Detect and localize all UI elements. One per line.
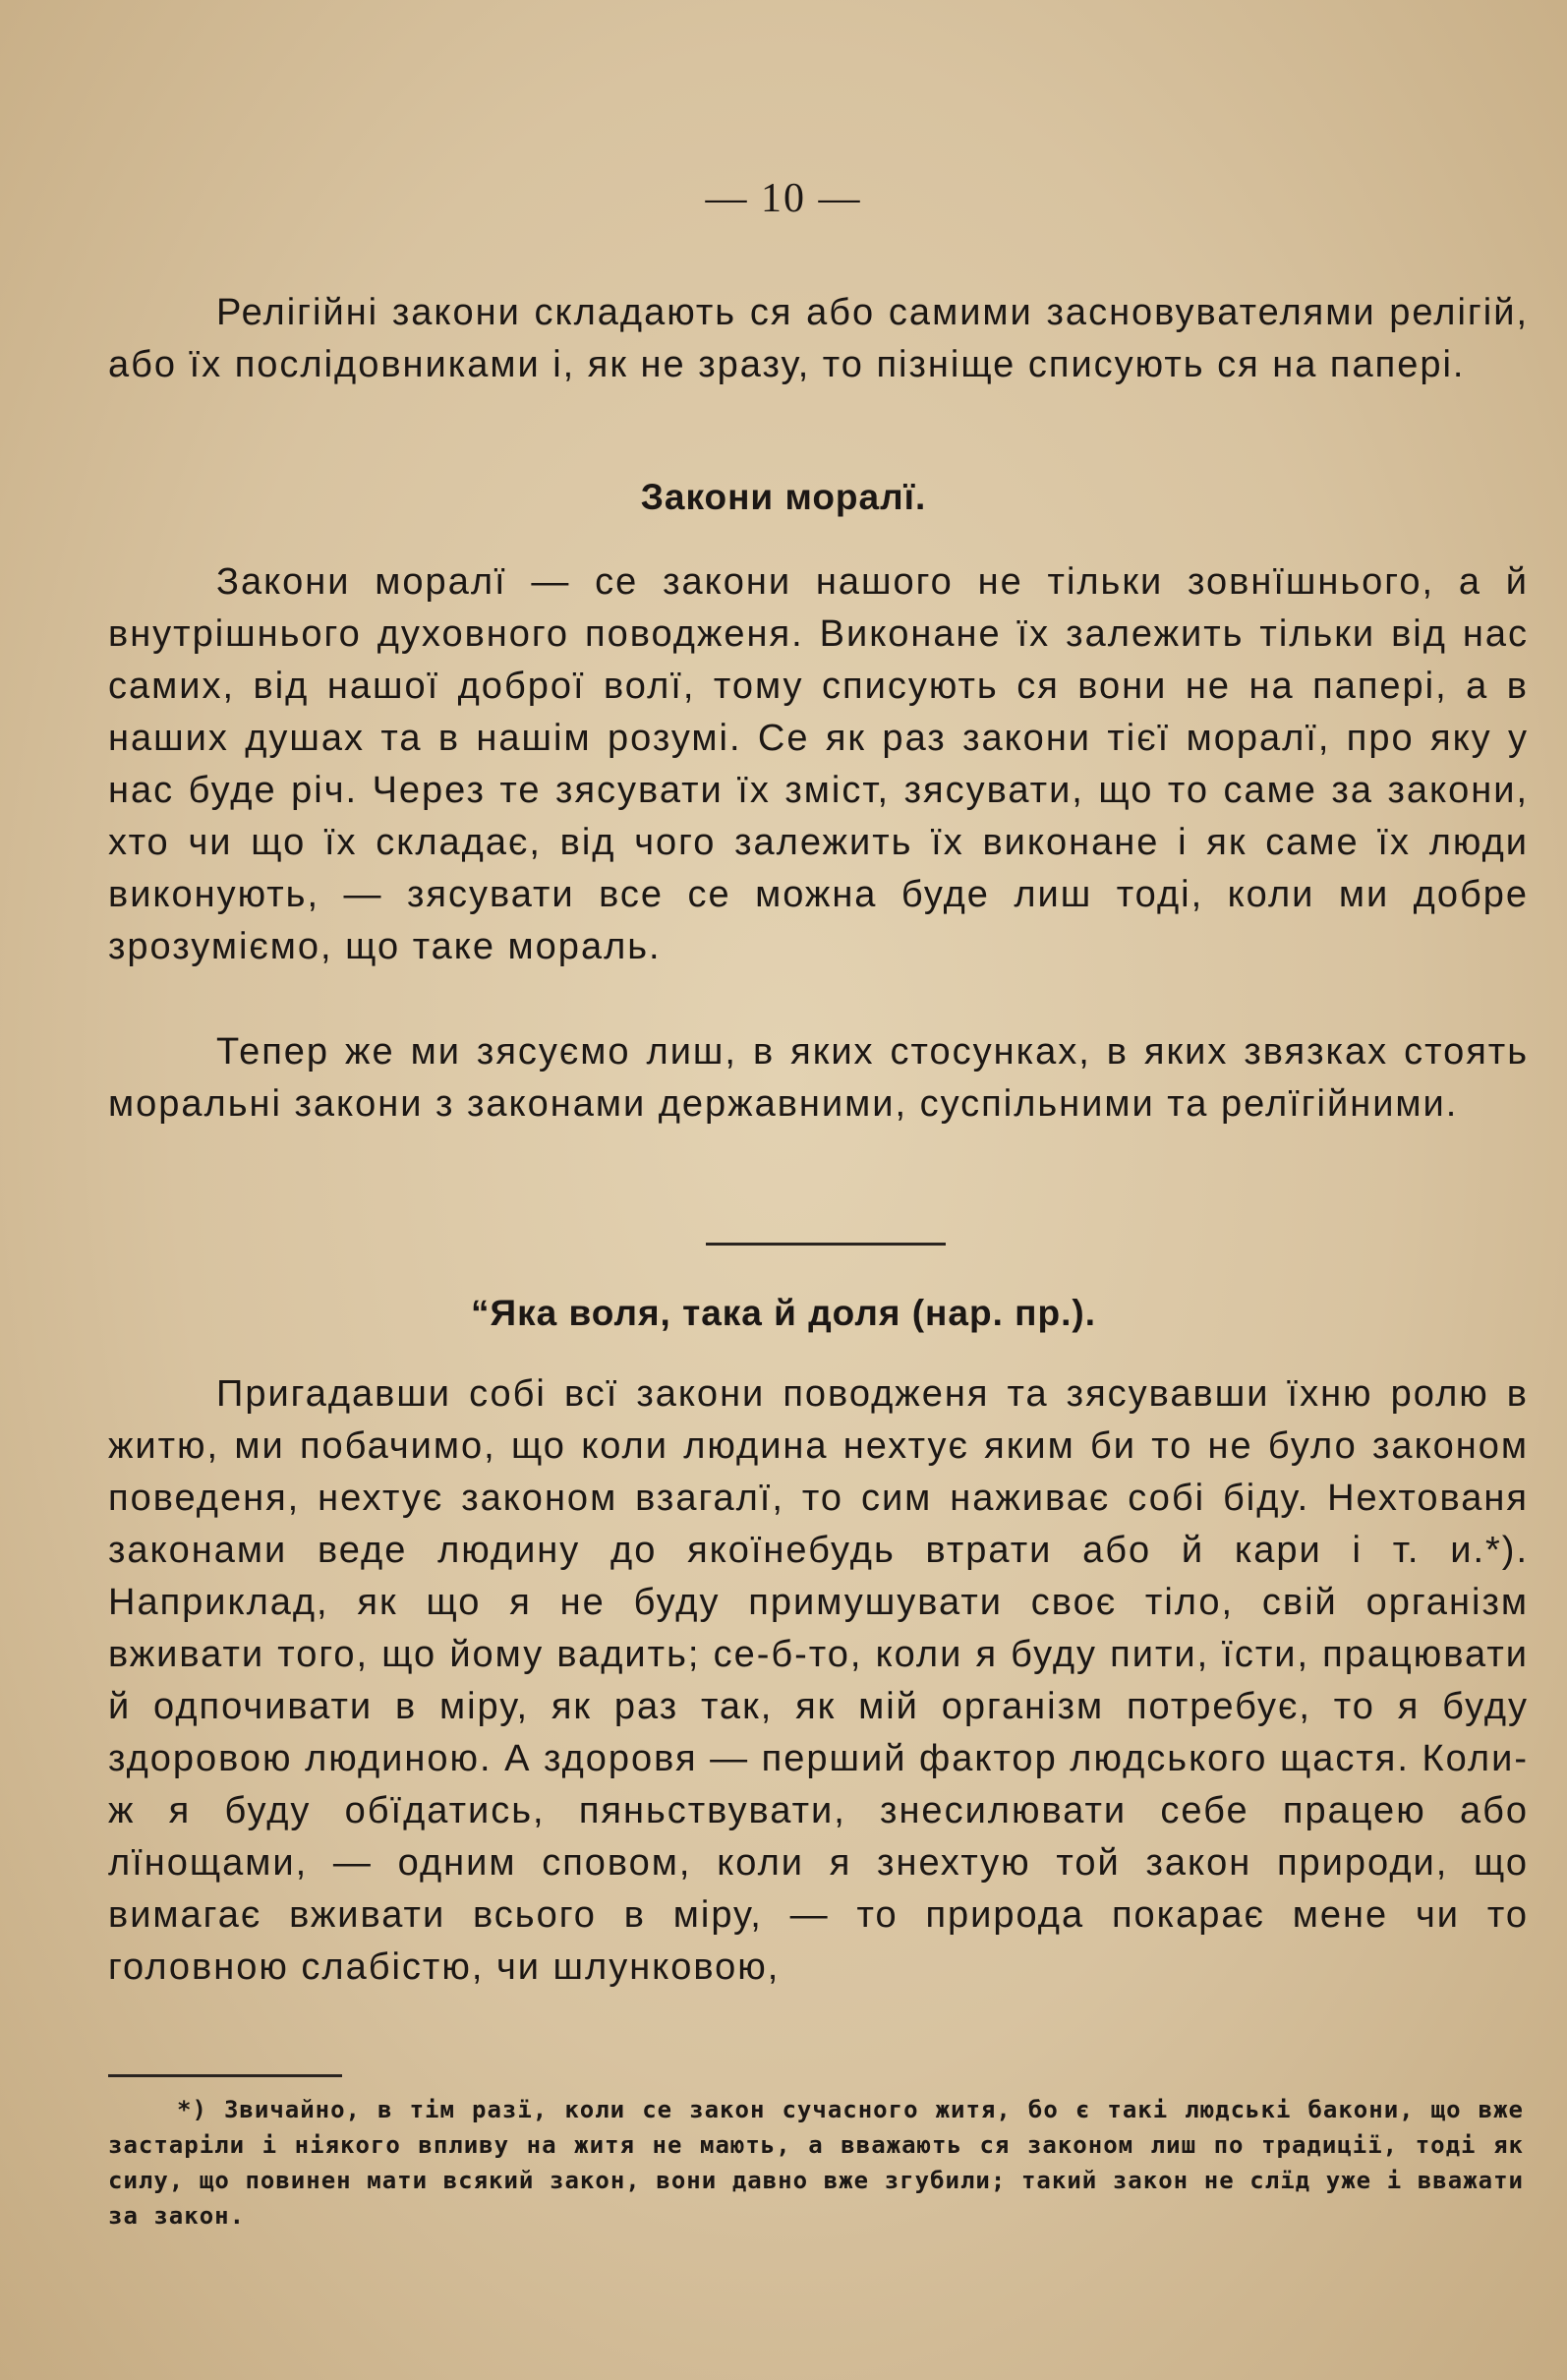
section-divider	[706, 1243, 946, 1246]
paragraph-relations: Тепер же ми зясуємо лиш, в яких стосунках, в яких звязках стоять моральні закони з законами державними, суспільними та релїгійними.	[108, 1031, 1529, 1125]
section-heading-moral-laws: Закони моралї.	[640, 477, 927, 517]
paragraph-neglect-of-laws: Пригадавши собі всї закони поводженя та зясувавши їхню ролю в житю, ми побачимо, що коли людина нехтує яким би то не було законом поведеня, нехтує законом взагалї, то сим наживає собі біду. Нехтованя законами веде людину до якоїнебудь втрати або й кари і т. и.*). Наприклад, як що я не буду примушувати своє тіло, свій організм вживати того, що йому вадить; се-б-то, коли я буду пити, їсти, працювати й одпочивати в міру, як раз так, як мій організм потребує, то я буду здоровою людиною. А здоровя — перший фактор людського щастя. Коли-ж я буду обїдатись, пяньствувати, знесилювати себе працею або лїнощами, — одним сповом, коли я знехтую той закон природи, що вимагає вживати всього в міру, — то природа покарає мене чи то головною слабістю, чи шлунковою,	[108, 1373, 1529, 1988]
page-number: — 10 —	[705, 176, 862, 221]
paragraph-moral-laws: Закони моралї — се закони нашого не тільки зовнїшнього, а й внутрішнього духовного поводженя. Виконане їх залежить тільки від нас самих, від нашої доброї волї, тому списують ся вони не на папері, а в наших душах та в нашім розумі. Се як раз закони тієї моралї, про яку у нас буде річ. Через те зясувати їх зміст, зясувати, що то саме за закони, хто чи що їх складає, від чого залежить їх виконане і як саме їх люди виконують, — зясувати все се можна буде лиш тоді, коли ми добре зрозуміємо, що таке мораль.	[108, 561, 1529, 967]
paragraph-religious-laws: Релігійні закони складають ся або самими засновувателями релігій, або їх послідовниками і, як не зразу, то пізніще списують ся на папері.	[108, 292, 1529, 385]
section-heading-proverb: “Яка воля, така й доля (нар. пр.).	[471, 1293, 1096, 1333]
footnote-rule	[108, 2074, 342, 2077]
footnote: *) Звичайно, в тім разї, коли се закон сучасного житя, бо є такі людські бакони, що вже застаріли і ніякого впливу на житя не мають, а вважають ся законом лиш по традиції, тоді як силу, що повинен мати всякий закон, вони давно вже згубили; такий закон не слїд уже і вважати за закон.	[108, 2096, 1524, 2230]
